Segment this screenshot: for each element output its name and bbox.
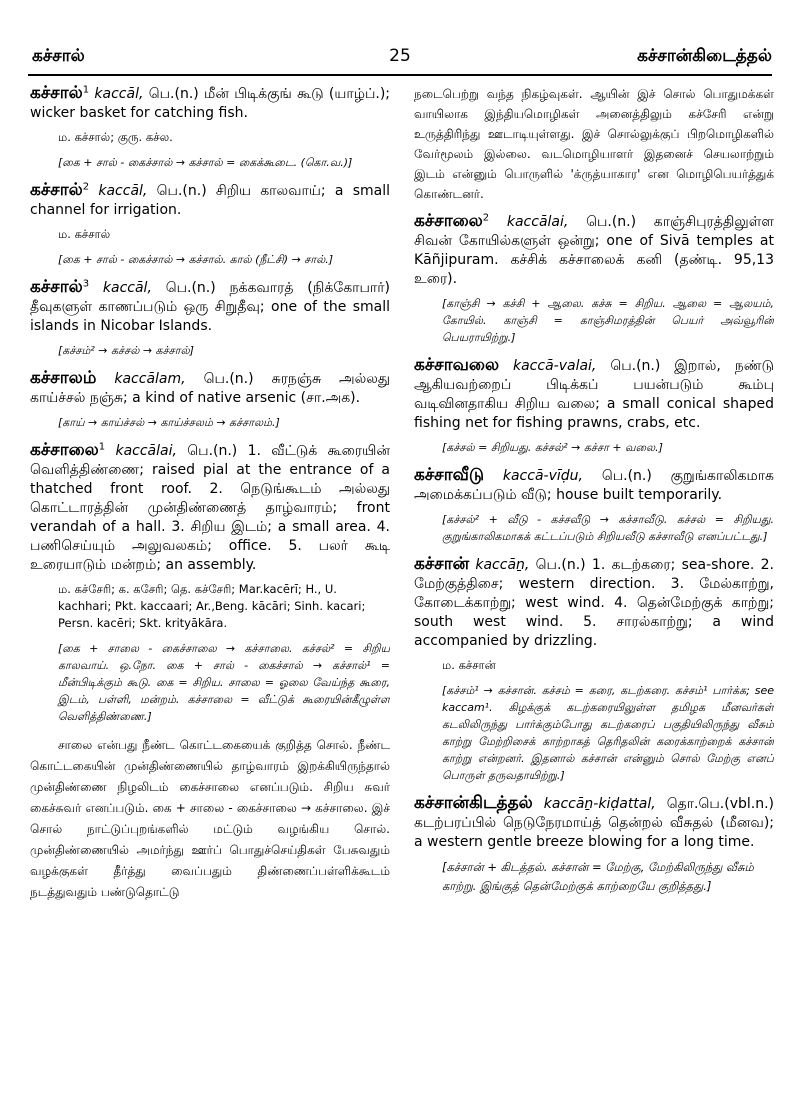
dictionary-entry [30, 278, 390, 336]
homonym-number: 1 [82, 84, 90, 96]
dictionary-entry [30, 441, 390, 575]
note-continuation: நடைபெற்று வந்த நிகழ்வுகள். ஆயின் இச் சொல் பொதுமக்கள் வாயிலாக இந்தியமொழிகள் அனைத்திலும் கச்சேரி என்று உருத்திரிந்து ஊடாடியுள்ளது. இச் சொல்லுக்குப் பிறமொழிகளில் வேர்மூலம் இல்லை. வடமொழியாளர் இதனைச் செயலாற்றும் இடம் என்னும் பொருளில் 'க்ருத்யாகார' என மொழிபெயர்த்துக் கொண்டனர். [414, 87, 774, 201]
headword: கச்சாலை [414, 211, 483, 231]
dictionary-entry [414, 466, 774, 505]
cognates: ம. கச்சான் [442, 658, 496, 672]
definition: பெ.(n.) குறுங்காலிகமாக அமைக்கப்படும் வீடு; house built temporarily. [414, 468, 774, 503]
transliteration: kaccāl, [102, 280, 152, 296]
cognates: ம. கச்சேரி; க. கசேரி; தெ. கச்சேரி; Mar.kacērī; H., U. kachhari; Pkt. kaccaari; Ar.,Beng. kācāri; Sinh. kacari; Persn. kacēri; Skt. krityākāra. [58, 582, 366, 630]
dictionary-entry [414, 555, 774, 651]
dictionary-entry [414, 794, 774, 852]
etymology: [கை + சால் - கைச்சால் → கச்சால் = கைக்கூடை. (கொ.வ.)] [58, 156, 353, 169]
headword: கச்சாலம் [30, 368, 97, 388]
definition: பெ.(n.) சிறிய காலவாய்; a small channel for irrigation. [30, 183, 390, 218]
homonym-number: 2 [482, 212, 490, 224]
header-last-word: கச்சான்கிடைத்தல் [637, 46, 772, 66]
dictionary-entry [30, 369, 390, 408]
transliteration: kaccālai, [115, 443, 177, 459]
transliteration: kaccā-vīḍu, [502, 468, 583, 484]
dictionary-entry [30, 181, 390, 220]
transliteration: kaccā-valai, [513, 358, 597, 374]
transliteration: kaccālai, [506, 214, 569, 230]
etymology: [கச்சல்² + வீடு - கச்சவீடு → கச்சாவீடு. கச்சல் = சிறியது. குறுங்காலிகமாகக் கட்டப்படும் சிறியவீடு கச்சாவீடு எனப்பட்டது.] [442, 513, 774, 543]
definition: பெ.(n.) மீன் பிடிக்குங் கூடு (யாழ்ப்.); wicker basket for catching fish. [30, 86, 390, 121]
transliteration: kaccāṉ, [475, 557, 530, 573]
headword: கச்சால் [30, 84, 83, 103]
etymology: [கச்சல் = சிறியது. கச்சல்² → கச்சா + வலை.] [442, 441, 663, 454]
headword: கச்சால் [30, 180, 83, 200]
homonym-number: 1 [98, 441, 106, 453]
etymology: [கச்சம்² → கச்சல் → கச்சால்] [58, 344, 194, 357]
definition: பெ.(n.) 1. வீட்டுக் கூரையின் வெளித்திண்ணை; raised pial at the entrance of a thatched front roof. 2. நெடுங்கூடம் அல்லது கொட்டாரத்தின் முன்திண்ணைத் தாழ்வாரம்; front verandah of a hall. 3. சிறிய இடம்; a small area. 4. பணிசெய்யும் அலுவலகம்; office. 5. பலர் கூடி உரையாடும் மன்றம்; an assembly. [30, 443, 390, 573]
etymology: [காஞ்சி → கச்சி + ஆலை. கச்சு = சிறிய. ஆலை = ஆலயம், கோயில். காஞ்சி = காஞ்சிமரத்தின் பெயர் அவ்வூரின் பெயராயிற்று.] [442, 297, 774, 344]
cognates: ம. கச்சால் [58, 227, 111, 241]
definition: தொ.பெ.(vbl.n.) கடற்பரப்பில் நெடுநேரமாய்த் தென்றல் வீசுதல் (மீனவ); a western gentle breeze blowing for a long time. [414, 796, 774, 850]
dictionary-entry [414, 212, 774, 289]
definition: பெ.(n.) 1. கடற்கரை; sea-shore. 2. மேற்குத்திசை; western direction. 3. மேல்காற்று, கோடைக்காற்று; west wind. 4. தென்மேற்குக் காற்று; south west wind. 5. சாரல்காற்று; a wind accompanied by drizzling. [414, 557, 774, 649]
left-column [30, 84, 390, 1074]
dictionary-entry [414, 356, 774, 433]
headword: கச்சான்கிடத்தல் [414, 793, 533, 813]
definition: பெ.(n.) காஞ்சிபுரத்திலுள்ள சிவன் கோயில்களுள் ஒன்று; one of Sivā temples at Kāñjipuram. கச்சிக் கச்சாலைக் கனி (தண்டி. 95,13 உரை). [414, 214, 774, 287]
definition: பெ.(n.) நக்கவாரத் (நிக்கோபார்) தீவுகளுள் காணப்படும் ஒரு சிறுதீவு; one of the small islands in Nicobar Islands. [30, 280, 390, 334]
etymology: [கை + சால் - கைச்சால் → கச்சால். கால் (நீட்சி) → சால்.] [58, 253, 334, 266]
etymology: [கை + சாலை - கைச்சாலை → கச்சாலை. கச்சல்² = சிறிய காலவாய். ஒ.நோ. கை + சால் - கைச்சால் → கச்சால்¹ = மீன்பிடிக்கும் கூடு. கை = சிறிய. சாலை = ஓலை வேய்ந்த கூரை, இடம், பள்ளி, மன்றம். கச்சாலை = வீட்டுக் கூரையின்கீழுள்ள வெளித்திண்ணை.] [58, 642, 390, 723]
headword: கச்சாலை [30, 440, 99, 460]
headword: கச்சான் [414, 554, 470, 574]
definition: பெ.(n.) சுரநஞ்சு அல்லது காய்ச்சல் நஞ்சு; a kind of native arsenic (சா.அக). [30, 371, 390, 406]
homonym-number: 3 [82, 278, 90, 290]
explanatory-note: சாலை என்பது நீண்ட கொட்டகையைக் குறித்த சொல். நீண்ட கொட்டகையின் முன்திண்ணையில் தாழ்வாரம் இறக்கியிருந்தால் முன்திண்ணை நிழலிடம் கைச்சாலை எனப்படும். சிறிய சுவர் கைச்சுவர் எனப்படும். கை + சாலை - கைச்சாலை → கச்சாலை. இச் சொல் நாட்டுப்புறங்களில் மட்டும் வழங்கிய சொல். முன்திண்ணையில் அமர்ந்து ஊர்ப் பொதுச்செய்திகள் பேசுவதும் வழக்குகள் தீர்த்து வைப்பதும் திண்ணைப்பள்ளிக்கூடம் நடத்துவதும் பண்டுதொட்டு [30, 738, 390, 899]
cognates: ம. கச்சால்; குரு. கச்ல. [58, 130, 173, 144]
headword: கச்சால் [30, 277, 83, 297]
header-rule [28, 74, 772, 76]
dictionary-entry [30, 84, 390, 123]
headword: கச்சாவலை [414, 355, 500, 375]
headword: கச்சாவீடு [414, 465, 485, 485]
header-first-word: கச்சால் [32, 46, 85, 66]
homonym-number: 2 [82, 181, 90, 193]
page-header [28, 46, 772, 76]
definition: பெ.(n.) இறால், நண்டு ஆகியவற்றைப் பிடிக்கப் பயன்படும் கூம்பு வடிவினதாகிய சிறிய வலை; a small conical shaped fishing net for fishing prawns, crabs, etc. [414, 358, 774, 431]
page-number: 25 [389, 46, 411, 66]
transliteration: kaccāl, [94, 86, 144, 102]
etymology: [கச்சான் + கிடத்தல். கச்சான் = மேற்கு, மேற்கிலிருந்து வீசும் காற்று. இங்குத் தென்மேற்குக் காற்றையே குறித்தது.] [442, 860, 754, 893]
right-column [414, 84, 774, 1074]
transliteration: kaccāṉ-kiḍattal, [543, 796, 656, 812]
etymology: [கச்சம்¹ → கச்சான். கச்சம் = கரை, கடற்கரை. கச்சம்¹ பார்க்க; see kaccam¹. கிழக்குக் கடற்கரையிலுள்ள தமிழக மீனவர்கள் கடலிலிருந்து பார்க்கும்போது கடற்கரைப் பகுதியிலிருந்து வீசும் காற்று மேற்றிசைக் காற்றாகத் தெரிதலின் கரைக்காற்றைக் கச்சான் காற்று என்றனர். இதனால் கச்சான் என்னும் சொல் மேற்கு எனப் பொருள் தருவதாயிற்று.] [442, 684, 774, 782]
etymology: [காய் → காய்ச்சல் → காய்ச்சலம் → கச்சாலம்.] [58, 416, 280, 429]
transliteration: kaccāl, [98, 183, 148, 199]
transliteration: kaccālam, [114, 371, 186, 387]
